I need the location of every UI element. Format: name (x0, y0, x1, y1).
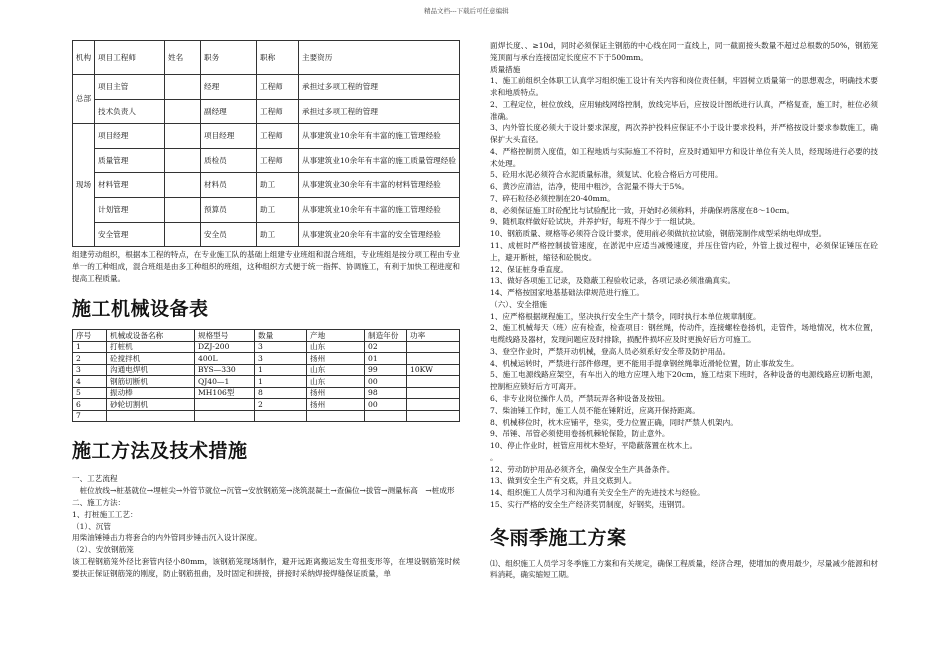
staff-cell: 助工 (257, 222, 299, 247)
right-paragraph: 1、应严格根据规程施工，坚决执行安全生产十禁令，同时执行本单位规章制度。 (490, 311, 761, 321)
equipment-cell (407, 399, 460, 411)
staff-cell: 经理 (201, 75, 257, 100)
staff-cell: 材料员 (201, 173, 257, 198)
equipment-cell: 4 (73, 376, 107, 388)
right-paragraph: 11、成桩时严格控制拔管速度，在淤泥中应适当减慢速度，并压住管内砼，外管上拔过程中，必须保证锤压在砼上，避开断桩，缩径和砼脱皮。 (490, 241, 878, 262)
staff-cell: 项目经理 (201, 124, 257, 149)
staff-cell: 计划管理 (95, 197, 165, 222)
equipment-row (73, 387, 460, 399)
methods-paragraph: 该工程钢筋笼外径比套管内径小80mm，该钢筋笼现场制作，避开远距离搬运发生弯扭变形等，在埋设钢筋笼时候要扶正保证钢筋笼的刚度，防止钢筋扭曲，及时固定和拼接，拼接时采纳焊接焊缝保证质量，单 (72, 556, 460, 578)
right-paragraph: 5、砼用水泥必须符合水泥质量标准，须复试、化验合格后方可使用。 (490, 170, 723, 180)
equipment-cell: 400L (195, 353, 255, 365)
equipment-cell: 3 (73, 364, 107, 376)
right-paragraph: 4、严格控制贯入度值，如工程地质与实际施工不符时，应及时通知甲方和设计单位有关人员，经现场进行必要的技术处理。 (490, 146, 878, 168)
equipment-cell: 振动棒 (107, 387, 195, 399)
equipment-header-cell: 产地 (307, 330, 365, 342)
staff-cell (165, 222, 201, 247)
equipment-cell: 3 (255, 341, 307, 353)
right-paragraph: 8、必须保证施工时砼配比与试验配比一致，开始时必须称料，并确保坍落度在8～10cm。 (490, 205, 795, 215)
staff-cell: 工程师 (257, 99, 299, 124)
left-column (72, 40, 460, 579)
staff-cell: 工程师 (257, 124, 299, 149)
equipment-cell (195, 410, 255, 422)
right-paragraph: 3、登空作业时，严禁开动机械，登高人员必须系好安全带及防护用品。 (490, 346, 731, 356)
right-paragraph: 12、保证桩身垂直度。 (490, 264, 569, 274)
staff-cell (165, 197, 201, 222)
equipment-cell: QJ40—1 (195, 376, 255, 388)
staff-cell: 安全管理 (95, 222, 165, 247)
equipment-cell: 6 (73, 399, 107, 411)
equipment-cell: 8 (255, 387, 307, 399)
equipment-row (73, 364, 460, 376)
staff-row (73, 222, 460, 247)
equipment-cell (407, 387, 460, 399)
methods-paragraph: 桩位放线→桩基就位→埋桩尖→外管节就位→沉管→安放钢筋笼→浇筑混凝土→查偏位→拔管→测量标高 →桩成形 (72, 486, 455, 496)
equipment-cell: 7 (73, 410, 107, 422)
winter-title: 冬雨季施工方案 (490, 526, 627, 549)
right-paragraph: 2、施工机械每天（班）应有检查，检查项目：钢丝绳，传动件，连接螺栓卷扬机，走管件，场地情况，枕木位置，电缆线路及器材，发现问题应及时排除，损配件损坏应及时更换好后方可施工。 (490, 323, 878, 345)
staff-cell: 质量管理 (95, 148, 165, 173)
staff-cell: 从事建筑业10余年有丰富的施工管理经验 (299, 124, 460, 149)
right-paragraph: 2、工程定位，桩位放线，应用轴线网络控制，放线完毕后，应按设计图纸进行认真，严格复查，施工时，桩位必须准确。 (490, 99, 878, 121)
equipment-cell: 00 (365, 376, 407, 388)
right-paragraph: 6、黄沙应清洁，洁净，使用中粗沙，含泥量不得大于5%。 (490, 182, 690, 192)
staff-cell: 预算员 (201, 197, 257, 222)
methods-paragraph: （1）、沉管 (72, 521, 111, 531)
right-paragraph: 15、实行严格的安全生产经济奖罚制度，好钢奖，违钢罚。 (490, 499, 690, 509)
right-column (490, 40, 878, 581)
staff-cell: 助工 (257, 197, 299, 222)
equipment-cell: DZJ-200 (195, 341, 255, 353)
equipment-cell (195, 399, 255, 411)
equipment-cell: BYS—330 (195, 364, 255, 376)
staff-row (73, 173, 460, 198)
right-body (490, 40, 878, 511)
equipment-cell: 钢筋切断机 (107, 376, 195, 388)
staff-header-cell: 职称 (257, 41, 299, 75)
staff-row (73, 99, 460, 124)
right-paragraph: 14、组织施工人员学习和沟通有关安全生产的先进技术与经验。 (490, 488, 705, 498)
equipment-cell (107, 410, 195, 422)
right-paragraph: 5、施工电源线路应架空，有车出入的地方应埋入地下20cm，施工结束下班时，各种设备的电源线路应切断电源，控制柜应锁好后方可离开。 (490, 370, 878, 392)
right-paragraph: 10、停止作业时，桩管应用枕木垫好，平隐蔽落置在枕木上。 (490, 441, 698, 451)
equipment-cell: 1 (73, 341, 107, 353)
equipment-cell: 砂轮切割机 (107, 399, 195, 411)
equipment-cell: 砼搅拌机 (107, 353, 195, 365)
staff-cell: 技术负责人 (95, 99, 165, 124)
right-paragraph: 质量措施 (490, 64, 521, 74)
methods-paragraph: 用柴油锤锤击力将套合的内外管同步锤击沉入设计深度。 (72, 533, 262, 543)
equipment-header-cell: 机械或设备名称 (107, 330, 195, 342)
staff-cell (165, 99, 201, 124)
staff-group-cell: 总部 (73, 75, 95, 124)
equipment-cell: 01 (365, 353, 407, 365)
staff-header-cell: 职务 (201, 41, 257, 75)
equipment-cell: 02 (365, 341, 407, 353)
staff-cell (165, 148, 201, 173)
staff-cell: 从事建筑业20余年有丰富的安全管理经验 (299, 222, 460, 247)
equipment-row (73, 353, 460, 365)
staff-row (73, 124, 460, 149)
equipment-table (72, 329, 460, 422)
right-paragraph: 10、钢筋质量、规格等必须符合设计要求，使用前必须做抗拉试验，钢筋笼制作成型采纳电焊成型。 (490, 229, 827, 239)
equipment-header-cell: 数量 (255, 330, 307, 342)
right-paragraph: 6、非专业岗位操作人员，严禁玩弄各种设备及按钮。 (490, 393, 670, 403)
staff-cell: 材料管理 (95, 173, 165, 198)
equipment-cell: 山东 (307, 341, 365, 353)
staff-cell (165, 124, 201, 149)
equipment-cell: 扬州 (307, 353, 365, 365)
methods-paragraph: 一、工艺流程 (72, 474, 118, 484)
equipment-cell (407, 353, 460, 365)
equipment-header-cell: 功率 (407, 330, 460, 342)
staff-cell: 从事建筑业30余年有丰富的材料管理经验 (299, 173, 460, 198)
staff-table (72, 40, 460, 247)
equipment-row (73, 410, 460, 422)
equipment-cell (307, 410, 365, 422)
methods-paragraph: 二、施工方法： (72, 497, 126, 507)
equipment-cell (407, 341, 460, 353)
staff-cell: 从事建筑业10余年有丰富的施工管理经验 (299, 197, 460, 222)
staff-cell: 工程师 (257, 75, 299, 100)
equipment-cell (365, 410, 407, 422)
right-paragraph: 1、施工前组织全体职工认真学习组织施工设计有关内容和岗位责任制，牢固树立质量第一的思想观念，明确技术要求和地质特点。 (490, 76, 878, 98)
staff-cell: 助工 (257, 173, 299, 198)
staff-cell (165, 173, 201, 198)
equipment-cell (407, 376, 460, 388)
right-paragraph: 7、柴油锤工作时，施工人员不能在锤附近，应离开保持距离。 (490, 405, 700, 415)
equipment-cell (255, 410, 307, 422)
equipment-cell: 山东 (307, 364, 365, 376)
staff-cell: 承担过多项工程的管理 (299, 99, 460, 124)
right-paragraph: 9、吊锤、吊管必须使用卷扬机棘轮保险，防止意外。 (490, 429, 670, 439)
right-paragraph: 。 (490, 452, 498, 462)
equipment-header-row (73, 330, 460, 342)
staff-cell: 副经理 (201, 99, 257, 124)
staff-cell: 项目经理 (95, 124, 165, 149)
equipment-cell: 山东 (307, 376, 365, 388)
equipment-cell: 5 (73, 387, 107, 399)
right-paragraph: 9、随机取样做好砼试块，并养护好，每班不得少于一组试块。 (490, 217, 700, 227)
staff-cell: 从事建筑业10余年有丰富的施工质量管理经验 (299, 148, 460, 173)
equipment-cell: 扬州 (307, 399, 365, 411)
equipment-cell: 2 (73, 353, 107, 365)
equipment-cell: 99 (365, 364, 407, 376)
right-paragraph: 8、机械移位时，枕木应铺平，垫实，受力位置正确，同时严禁人机架内。 (490, 417, 738, 427)
right-paragraph: 13、做好各项施工记录，及隐蔽工程验收记录，各项记录必须准确真实。 (490, 276, 736, 286)
equipment-cell: 1 (255, 376, 307, 388)
staff-cell: 质检员 (201, 148, 257, 173)
staff-header-row (73, 41, 460, 75)
equipment-cell: MH106型 (195, 387, 255, 399)
staff-group-cell: 现场 (73, 124, 95, 247)
staff-header-cell: 机构 (73, 41, 95, 75)
methods-title: 施工方法及技术措施 (72, 440, 248, 463)
equipment-cell: 98 (365, 387, 407, 399)
equipment-cell: 打桩机 (107, 341, 195, 353)
right-paragraph: 14、严格按国家地基基础法律规范进行施工。 (490, 288, 644, 298)
equipment-header-cell: 制造年份 (365, 330, 407, 342)
staff-cell: 承担过多项工程的管理 (299, 75, 460, 100)
right-paragraph: 12、劳动防护用品必须齐全，确保安全生产具备条件。 (490, 464, 675, 474)
methods-paragraph: 1、打桩施工工艺： (72, 509, 138, 519)
staff-cell: 项目主管 (95, 75, 165, 100)
staff-cell (165, 75, 201, 100)
equipment-cell: 3 (255, 353, 307, 365)
methods-paragraph: （2）、安放钢筋笼 (72, 545, 134, 555)
methods-body (72, 473, 460, 579)
staff-cell: 工程师 (257, 148, 299, 173)
right-paragraph: 13、做到安全生产有交底，并且交底到人。 (490, 476, 637, 486)
equipment-cell: 扬州 (307, 387, 365, 399)
staff-header-cell: 主要资历 (299, 41, 460, 75)
equipment-cell: 1 (255, 364, 307, 376)
equipment-title: 施工机械设备表 (72, 298, 209, 321)
staff-header-cell: 姓名 (165, 41, 201, 75)
equipment-row (73, 376, 460, 388)
equipment-row (73, 341, 460, 353)
equipment-cell: 2 (255, 399, 307, 411)
equipment-cell: 00 (365, 399, 407, 411)
right-paragraph: （六）、安全措施 (490, 299, 547, 309)
staff-row (73, 148, 460, 173)
right-paragraph: 3、内外管长度必须大于设计要求深度，两次养护投料应保证不小于设计要求投料，并严格按设计要求参数施工，确保扩大头直径。 (490, 123, 878, 145)
right-paragraph: 7、碎石粒径必须控制在20-40mm。 (490, 193, 615, 203)
equipment-cell: 10KW (407, 364, 460, 376)
equipment-cell (407, 410, 460, 422)
labor-paragraph: 组建劳动组织，根据本工程的特点，在专业施工队的基础上组建专业班组和混合班组，专业班组是按分项工程由专业单一的工种组成，混合班组是由多工种组织的班组，这种组织方式便于统一指挥、协调施工，有利于加快工程进度和提高工程质量。 (72, 250, 460, 283)
staff-row (73, 75, 460, 100)
staff-cell: 安全员 (201, 222, 257, 247)
equipment-header-cell: 规格型号 (195, 330, 255, 342)
equipment-cell: 沟通电焊机 (107, 364, 195, 376)
right-paragraph: 4、机械运转时，严禁进行部件修理，更不能用手提拿钢丝绳靠近滑轮位置，防止事故发生。 (490, 358, 799, 368)
winter-paragraph: ⑴、组织施工人员学习冬季施工方案和有关规定，确保工程质量，经济合理，使增加的费用最少，尽量减少能源和材料消耗，确实缩短工期。 (490, 558, 878, 580)
header-note: 精品文档---下载后可任意编辑 (424, 7, 509, 15)
staff-row (73, 197, 460, 222)
equipment-row (73, 399, 460, 411)
staff-header-cell: 项目工程师 (95, 41, 165, 75)
right-paragraph: 面焊长度、、≥10d，同时必须保证主钢筋的中心线在同一直线上，同一截面接头数量不超过总根数的50%，钢筋笼笼顶面与承台连接固定长度应不下于500mm。 (490, 41, 878, 62)
equipment-header-cell: 序号 (73, 330, 107, 342)
